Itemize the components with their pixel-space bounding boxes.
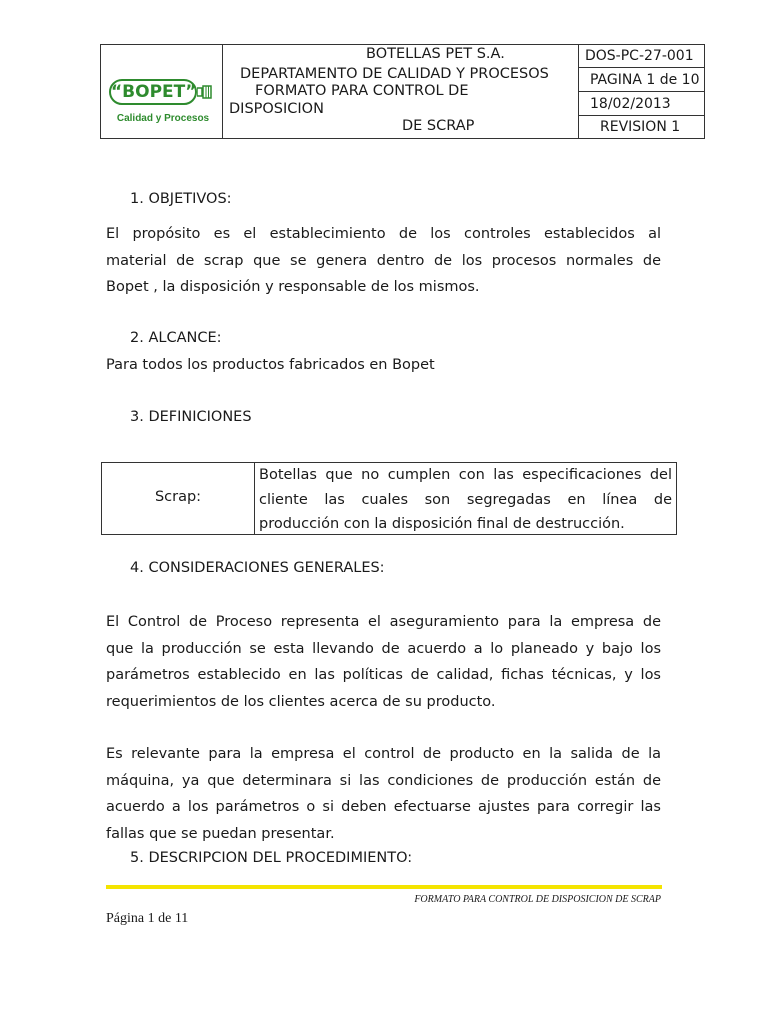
- company-logo: [105, 75, 221, 135]
- paragraph-line: máquina, ya que determinara si las condiciones de producción están de: [106, 772, 661, 789]
- header-divider: [222, 45, 223, 138]
- format-title-line2: DISPOSICION: [229, 101, 324, 117]
- definition-line: cliente las cuales son segregadas en línea de: [259, 491, 672, 508]
- format-title-line3: DE SCRAP: [402, 118, 475, 134]
- paragraph-line: fallas que se puedan presentar.: [106, 825, 335, 842]
- paragraph-line: material de scrap que se genera dentro de los procesos normales de: [106, 252, 661, 269]
- header-page-number: PAGINA 1 de 10: [590, 72, 700, 88]
- paragraph-line: El propósito es el establecimiento de los controles establecidos al: [106, 226, 661, 242]
- footer-page-number: Página 1 de 11: [106, 911, 189, 926]
- paragraph-line: acuerdo a los parámetros o si deben efectuarse ajustes para corregir las: [106, 799, 661, 815]
- paragraph-line: Es relevante para la empresa el control de producto en la salida de la: [106, 746, 661, 762]
- footer-document-title: FORMATO PARA CONTROL DE DISPOSICION DE SCRAP: [414, 894, 661, 905]
- definitions-table: [101, 462, 677, 535]
- paragraph-line: El Control de Proceso representa el aseguramiento para la empresa de: [106, 614, 661, 630]
- definition-line: Botellas que no cumplen con las especificaciones del: [259, 467, 672, 483]
- department-name: DEPARTAMENTO DE CALIDAD Y PROCESOS: [240, 66, 549, 82]
- revision-number: REVISION 1: [600, 119, 681, 135]
- paragraph-line: Bopet , la disposición y responsable de los mismos.: [106, 279, 480, 295]
- company-name: BOTELLAS PET S.A.: [366, 46, 505, 62]
- section-title-alcance: 2. ALCANCE:: [130, 330, 222, 346]
- header-row-divider: [578, 67, 704, 68]
- document-header-table: [100, 44, 705, 139]
- bottle-neck-icon: [197, 85, 213, 99]
- header-row-divider: [578, 115, 704, 116]
- footer-rule: [106, 885, 662, 889]
- section-title-objetivos: 1. OBJETIVOS:: [130, 191, 232, 207]
- paragraph-line: que la producción se esta llevando de acuerdo a lo planeado y bajo los: [106, 640, 661, 657]
- logo-tagline: Calidad y Procesos: [116, 113, 210, 124]
- consideraciones-paragraph-2: [106, 741, 661, 847]
- consideraciones-paragraph-1: [106, 609, 661, 715]
- definition-line: producción con la disposición final de destrucción.: [259, 516, 625, 532]
- document-date: 18/02/2013: [590, 96, 671, 112]
- section-title-definiciones: 3. DEFINICIONES: [130, 409, 252, 425]
- header-row-divider: [578, 91, 704, 92]
- definition-term: Scrap:: [154, 489, 202, 505]
- objetivos-paragraph: [106, 221, 661, 301]
- alcance-text: Para todos los productos fabricados en Bopet: [106, 357, 435, 373]
- format-title-line1: FORMATO PARA CONTROL DE: [255, 83, 469, 99]
- logo-wordmark: “BOPET”: [109, 79, 197, 105]
- table-divider: [254, 463, 255, 534]
- document-code: DOS-PC-27-001: [585, 48, 694, 64]
- paragraph-line: parámetros establecido en las políticas de calidad, fichas técnicas, y los: [106, 667, 661, 683]
- section-title-descripcion: 5. DESCRIPCION DEL PROCEDIMIENTO:: [130, 850, 413, 866]
- section-title-consideraciones: 4. CONSIDERACIONES GENERALES:: [130, 560, 385, 576]
- definition-text: [259, 463, 672, 537]
- paragraph-line: requerimientos de los clientes acerca de su producto.: [106, 693, 496, 710]
